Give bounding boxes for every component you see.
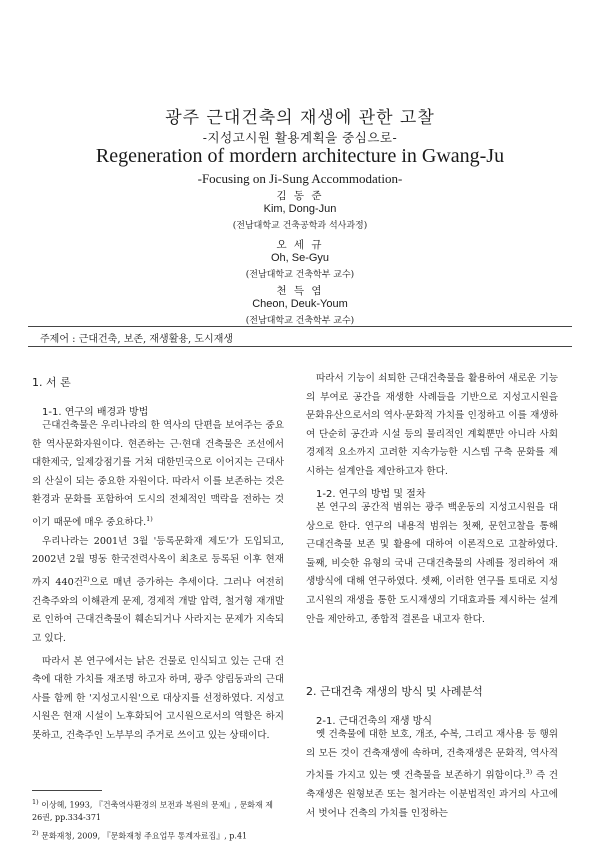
title-korean: 광주 근대건축의 재생에 관한 고찰 [165, 108, 435, 128]
author-2-name-en: Oh, Se-Gyu [270, 252, 330, 264]
subtitle-korean: -지성고시원 활용계획을 중심으로- [202, 130, 398, 145]
footnote-ref-1: 1) [146, 514, 153, 523]
title-english: Regeneration of mordern architecture in Gwang-Ju [95, 145, 505, 167]
section-2-heading: 2. 근대건축 재생의 방식 및 사례분석 [306, 685, 483, 698]
keywords-bottom-rule [28, 346, 572, 347]
author-2-affiliation: (전남대학교 건축학부 교수) [245, 270, 355, 280]
left-paragraph-3: 따라서 본 연구에서는 낡은 건물로 인식되고 있는 근대 건축에 대한 가치를 재조명 하고자 하며, 광주 양림동과의 근대사를 함께 한 '지성고시원'으로 대상지를 선정하였다. 지성고시원은 현재 시설이 노후화되어 고시원으로서의 역할은 하지 못하고, 건축주인 노부부의 주거로 쓰이고 있는 상태이다. [32, 655, 284, 741]
author-1-name-ko: 김 동 준 [276, 190, 324, 202]
footnote-ref-3: 3) [525, 768, 533, 777]
author-3-name-en: Cheon, Deuk-Youm [252, 298, 348, 310]
footnote-2: $^{2)}$ 문화재청, 2009, 『문화재청 주요업무 통계자료집』, p.41 [32, 828, 248, 841]
left-column-body [32, 417, 284, 745]
section-2-1-heading: 2-1. 근대건축의 재생 방식 [316, 716, 432, 727]
subtitle-english: -Focusing on Ji-Sung Accommodation- [197, 171, 403, 186]
section-1-heading: 1. 서 론 [32, 376, 71, 389]
section-1-2-heading: 1-2. 연구의 방법 및 절차 [316, 489, 426, 500]
footnote-1: $^{1)}$ 이상헤, 1993, 『건축역사환경의 보전과 복원의 문제』, 문화재 제 26권, pp.334-371 [32, 798, 274, 822]
footnotes [32, 796, 284, 842]
author-3-affiliation: (전남대학교 건축학부 교수) [245, 316, 355, 326]
right-column-body-3 [306, 726, 558, 823]
right-column-body-1 [306, 370, 558, 482]
keywords-top-rule [28, 326, 572, 327]
footnote-ref-2: 2) [83, 574, 90, 583]
right-paragraph-2: 본 연구의 공간적 범위는 광주 백운동의 지성고시원을 대상으로 한다. 연구의 내용적 범위는 첫째, 문헌고찰을 통해 근대건축물 보존 및 활용에 대하여 이론적으로 고찰하였다. 둘째, 비슷한 유형의 국내 근대건축물의 사례를 정리하여 재생방식에 대해 연구하였다. 셋째, 이러한 연구를 토대로 지성고시원의 재생을 통한 도시재생의 기대효과를 제시하는 설계안을 제안하고, 종합적 결론을 내고자 한다. [306, 502, 558, 625]
left-paragraph-2: 우리나라는 2001년 3월 '등록문화재 제도'가 도입되고, 2002년 2월 명동 한국전력사옥이 최초로 등록된 이후 현재까지 440건$^{2)}$으로 매년 증가하는 추세이다. 그러나 여전히 건축주와의 이해관계 문제, 경제적 개발 압력, 철거형 재개발로 인하여 근대건축물이 훼손되거나 사라지는 문제가 지속되고 있다. [32, 535, 284, 644]
right-paragraph-3: 옛 건축물에 대한 보호, 개조, 수복, 그리고 재사용 등 행위의 모든 것이 건축재생에 속하며, 건축재생은 문화적, 역사적 가치를 가지고 있는 옛 건축물을 보존하기 위함이다.$^{3)}$ 즉 건축재생은 원형보존 또는 철거라는 이분법적인 과거의 사고에서 벗어나 건축의 가치를 인정하는 [306, 729, 559, 819]
left-paragraph-1: 근대건축물은 우리나라의 한 역사의 단편을 보여주는 중요한 역사문화자원이다. 현존하는 근·현대 건축물은 조선에서 대한제국, 일제강점기를 거쳐 대한민국으로 이어지는 근대사의 산실이 되는 중요한 자원이다. 따라서 이를 보존하는 것은 환경과 문화를 포함하여 도시의 전체적인 맥락을 전하는 것이기 때문에 매우 중요하다.$^{1)}$ [32, 420, 284, 529]
author-1-affiliation: (전남대학교 건축공학과 석사과정) [232, 221, 368, 231]
section-1-1-heading: 1-1. 연구의 배경과 방법 [42, 407, 149, 418]
footnote-rule [32, 790, 102, 791]
right-column-body-2 [306, 499, 558, 629]
author-1-name-en: Kim, Dong-Jun [263, 203, 337, 215]
author-2-name-ko: 오 세 규 [276, 239, 324, 251]
author-3-name-ko: 천 득 염 [276, 285, 324, 297]
keywords: 주제어 : 근대건축, 보존, 재생활용, 도시재생 [40, 334, 234, 345]
right-paragraph-1: 따라서 기능이 쇠퇴한 근대건축물을 활용하여 새로운 기능의 부여로 공간을 재생한 사례들을 기반으로 지성고시원을 문화유산으로서의 역사·문화적 가치를 인정하고 이를 재생하여 단순히 공간과 시설 등의 물리적인 계획뿐만 아니라 사회경제적 요소까지 고려한 지속가능한 시스템 구축 문화를 제시하는 설계안을 제안하고자 한다. [306, 373, 558, 477]
